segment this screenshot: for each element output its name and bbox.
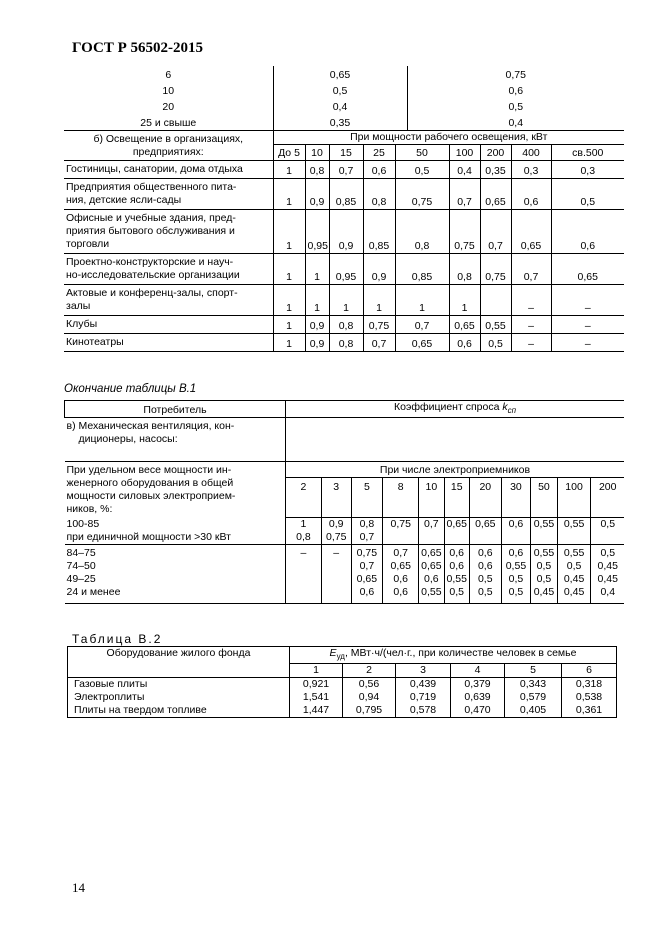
table2-caption: Таблица В.2 (72, 632, 163, 646)
column-header: До 5 (273, 145, 305, 161)
value-cell: 0,9 (363, 254, 395, 285)
column-header: 2 (343, 664, 396, 678)
value-cell: 1 (395, 285, 449, 316)
value-cell: 0,75 (395, 179, 449, 210)
value-cell: 0,35 (480, 161, 511, 179)
value-cell: – (551, 316, 624, 334)
value-cell: – (321, 545, 351, 604)
value-cell: 0,439 (396, 678, 451, 692)
value-cell: 0,5 (591, 518, 624, 545)
value-cell: 0,3 (551, 161, 624, 179)
value-cell: 0,94 (343, 691, 396, 704)
value-cell: 0,8 (449, 254, 480, 285)
value-cell: 0,9 (305, 334, 329, 352)
row-label: Гостиницы, санатории, дома отдыха (64, 161, 273, 179)
row-label: Электроплиты (68, 691, 290, 704)
value-cell: 0,55 0,5 0,5 0,45 (531, 545, 557, 604)
value-cell: – (511, 334, 551, 352)
row-label: 10 (64, 82, 273, 98)
value-cell: 1 (305, 254, 329, 285)
table-row (64, 98, 624, 114)
value-cell: 1 (449, 285, 480, 316)
value-cell: 0,4 (273, 98, 407, 114)
value-cell: 0,65 (449, 316, 480, 334)
column-header: 200 (591, 478, 624, 518)
value-cell: 0,8 (329, 334, 363, 352)
table-row (64, 66, 624, 82)
value-cell: 0,9 (305, 316, 329, 334)
value-cell: – (511, 285, 551, 316)
table-end-caption: Окончание таблицы В.1 (64, 383, 197, 395)
value-cell: 0,6 (551, 210, 624, 254)
row-label: Клубы (64, 316, 273, 334)
column-header: 6 (562, 664, 617, 678)
column-header: 25 (363, 145, 395, 161)
value-cell: 0,343 (505, 678, 562, 692)
value-cell: 0,719 (396, 691, 451, 704)
value-cell: 0,5 0,45 0,45 0,4 (591, 545, 624, 604)
value-cell: 0,85 (363, 210, 395, 254)
value-cell: 0,470 (451, 704, 505, 718)
column-header: 5 (351, 478, 383, 518)
value-cell: 0,405 (505, 704, 562, 718)
value-cell: 0,7 (395, 316, 449, 334)
row-label: Плиты на твердом топливе (68, 704, 290, 718)
value-cell: 0,75 0,7 0,65 0,6 (351, 545, 383, 604)
column-header: 10 (305, 145, 329, 161)
value-cell: 1 (273, 334, 305, 352)
value-cell: 0,75 (449, 210, 480, 254)
value-cell: 0,8 (305, 161, 329, 179)
row-label: 25 и свыше (64, 114, 273, 131)
count-header: При числе электроприемников (285, 462, 624, 478)
table-row (65, 518, 625, 545)
value-cell: 0,6 0,55 0,5 0,5 (501, 545, 531, 604)
value-cell: 0,5 (508, 101, 524, 113)
column-header: 3 (321, 478, 351, 518)
value-cell: 0,6 (363, 161, 395, 179)
column-header: 15 (444, 478, 469, 518)
row-label: 84–75 74–50 49–25 24 и менее (65, 545, 286, 604)
housing-equipment-header: Оборудование жилого фонда (68, 647, 290, 678)
column-header: 20 (469, 478, 501, 518)
value-cell: 0,85 (329, 179, 363, 210)
column-header: 4 (451, 664, 505, 678)
share-label: При удельном весе мощности ин- женерного оборудования в общей мощности силовых электроприем- ников, %: (65, 462, 286, 518)
housing-energy-header: $E_{уд}$, МВт·ч/(чел·г., при количестве человек в семье (290, 647, 617, 664)
page-number: 14 (72, 880, 85, 895)
value-cell: 0,361 (562, 704, 617, 718)
value-cell: 0,8 (329, 316, 363, 334)
value-cell: 0,95 (329, 254, 363, 285)
row-label: Проектно-конструкторские и науч- но-исследовательские организации (64, 254, 273, 285)
value-cell: 0,55 (480, 316, 511, 334)
value-cell: 0,56 (343, 678, 396, 692)
table-ventilation (64, 400, 624, 604)
value-cell: 0,8 0,7 (351, 518, 383, 545)
value-cell: 0,7 (363, 334, 395, 352)
column-header: 400 (511, 145, 551, 161)
consumer-header: Потребитель (65, 401, 286, 418)
row-label: Предприятия общественного пита- ния, детские ясли-сады (64, 179, 273, 210)
lighting-power-header: При мощности рабочего освещения, кВт (273, 131, 624, 145)
column-header: 100 (557, 478, 591, 518)
value-cell: 1 (273, 285, 305, 316)
table-lighting (64, 130, 624, 352)
value-cell: 0,65 (469, 518, 501, 545)
row-label: Офисные и учебные здания, пред- приятия бытового обслуживания и торговли (64, 210, 273, 254)
value-cell: 0,6 0,6 0,5 0,5 (469, 545, 501, 604)
value-cell: 0,639 (451, 691, 505, 704)
column-header: 50 (531, 478, 557, 518)
table-row (64, 210, 624, 254)
value-cell: – (551, 334, 624, 352)
value-cell: 0,538 (562, 691, 617, 704)
value-cell: 0,9 (329, 210, 363, 254)
value-cell: 0,578 (396, 704, 451, 718)
value-cell: 0,795 (343, 704, 396, 718)
value-cell: 0,8 (395, 210, 449, 254)
value-cell: 0,7 (449, 179, 480, 210)
value-cell: 0,579 (505, 691, 562, 704)
value-cell: 0,9 0,75 (321, 518, 351, 545)
value-cell: 0,7 0,65 0,6 0,6 (383, 545, 419, 604)
value-cell: 0,6 (511, 179, 551, 210)
value-cell: 1 (273, 161, 305, 179)
value-cell: – (285, 545, 321, 604)
table-housing (67, 646, 617, 718)
value-cell: 0,318 (562, 678, 617, 692)
value-cell: 0,65 (551, 254, 624, 285)
value-cell: 0,75 (505, 69, 526, 81)
value-cell: 1 (273, 254, 305, 285)
value-cell: 0,55 0,5 0,45 0,45 (557, 545, 591, 604)
table-row (64, 285, 624, 316)
value-cell: 1 (305, 285, 329, 316)
value-cell: 0,6 (501, 518, 531, 545)
value-cell: 0,65 (511, 210, 551, 254)
column-header: 10 (419, 478, 444, 518)
value-cell: 0,65 (395, 334, 449, 352)
value-cell: 0,7 (480, 210, 511, 254)
value-cell: 0,65 (444, 518, 469, 545)
value-cell: 1 (273, 179, 305, 210)
column-header: 3 (396, 664, 451, 678)
value-cell: 1,541 (290, 691, 343, 704)
column-header: 1 (290, 664, 343, 678)
column-header: 50 (395, 145, 449, 161)
document-header: ГОСТ Р 56502-2015 (72, 40, 204, 56)
value-cell: 0,65 (273, 66, 407, 82)
table-row (64, 179, 624, 210)
column-header: 5 (505, 664, 562, 678)
value-cell (480, 285, 511, 316)
value-cell: 0,7 (419, 518, 444, 545)
value-cell: 0,4 (407, 114, 624, 131)
value-cell: 1 (273, 210, 305, 254)
value-cell: 0,75 (363, 316, 395, 334)
table-row (64, 161, 624, 179)
value-cell: 0,65 (480, 179, 511, 210)
value-cell: 0,4 (449, 161, 480, 179)
column-header: 100 (449, 145, 480, 161)
column-header: св.500 (551, 145, 624, 161)
value-cell: – (511, 316, 551, 334)
value-cell: – (551, 285, 624, 316)
value-cell: 1,447 (290, 704, 343, 718)
value-cell: 0,5 (480, 334, 511, 352)
value-cell: 0,55 (531, 518, 557, 545)
table-row (64, 316, 624, 334)
value-cell: 0,5 (273, 82, 407, 98)
value-cell: 0,6 (449, 334, 480, 352)
table-row (64, 334, 624, 352)
lighting-title: б) Освещение в организациях, предприятиях: (64, 131, 273, 161)
value-cell: 0,65 0,65 0,6 0,55 (419, 545, 444, 604)
value-cell: 0,379 (451, 678, 505, 692)
column-header: 8 (383, 478, 419, 518)
value-cell: 0,921 (290, 678, 343, 692)
row-label: Актовые и конференц-залы, спорт- залы (64, 285, 273, 316)
value-cell: 0,75 (383, 518, 419, 545)
value-cell: 0,75 (480, 254, 511, 285)
value-cell: 0,7 (511, 254, 551, 285)
value-cell: 0,35 (273, 114, 407, 131)
table-row (68, 704, 617, 718)
table-row (68, 691, 617, 704)
value-cell: 0,85 (395, 254, 449, 285)
section-ventilation: в) Механическая вентиляция, кон- диционеры, насосы: (65, 418, 286, 462)
value-cell: 1 (329, 285, 363, 316)
value-cell: 0,6 (508, 85, 524, 97)
table-row (68, 678, 617, 692)
row-label: 20 (64, 98, 273, 114)
row-label: Газовые плиты (68, 678, 290, 692)
row-label: 100-85 при единичной мощности >30 кВт (65, 518, 286, 545)
table-row (64, 114, 624, 131)
column-header: 2 (285, 478, 321, 518)
value-cell: 0,55 (557, 518, 591, 545)
column-header: 200 (480, 145, 511, 161)
value-cell: 0,5 (395, 161, 449, 179)
value-cell: 0,3 (511, 161, 551, 179)
value-cell: 1 (273, 316, 305, 334)
value-cell: 0,5 (551, 179, 624, 210)
value-cell: 0,6 0,6 0,55 0,5 (444, 545, 469, 604)
row-label: 6 (64, 66, 273, 82)
value-cell: 0,95 (305, 210, 329, 254)
table-row (65, 545, 625, 604)
value-cell: 1 (363, 285, 395, 316)
value-cell: 0,7 (329, 161, 363, 179)
row-label: Кинотеатры (64, 334, 273, 352)
table-row (64, 82, 624, 98)
value-cell: 1 0,8 (285, 518, 321, 545)
value-cell: 0,9 (305, 179, 329, 210)
value-cell: 0,8 (363, 179, 395, 210)
table-row (64, 254, 624, 285)
table-continuation-top (64, 66, 624, 131)
column-header: 30 (501, 478, 531, 518)
column-header: 15 (329, 145, 363, 161)
demand-coef-header: Коэффициент спроса $k_{сп}$ (285, 401, 624, 418)
